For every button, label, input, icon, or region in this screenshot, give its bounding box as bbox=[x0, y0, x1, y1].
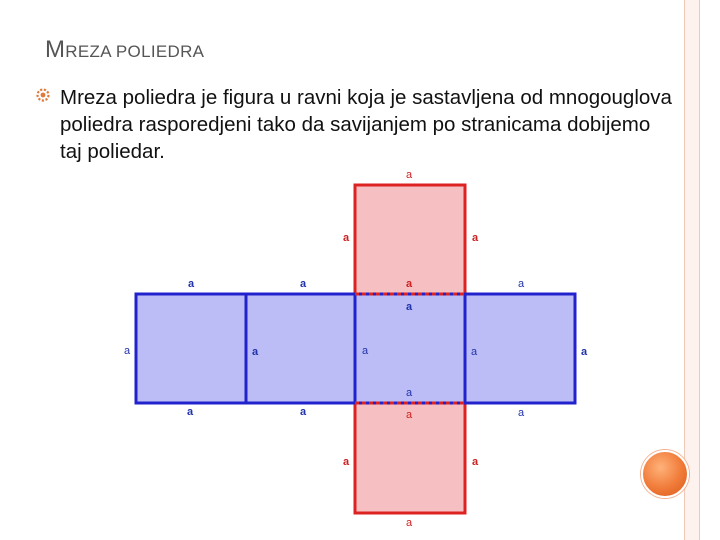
edge-label: a bbox=[405, 409, 413, 421]
edge-label: a bbox=[471, 232, 479, 244]
title-rest: REZA POLIEDRA bbox=[65, 42, 205, 61]
edge-label: a bbox=[123, 345, 131, 357]
edge-label: a bbox=[251, 346, 259, 358]
edge-label: a bbox=[186, 406, 194, 418]
edge-label: a bbox=[405, 278, 413, 290]
bullet-text: Mreza poliedra je figura u ravni koja je sastavljena od mnogouglova poliedra rasporedjeni tako da savijanjem po stranicama dobijemo taj poliedar. bbox=[60, 86, 672, 163]
edge-label: a bbox=[342, 456, 350, 468]
edge-label: a bbox=[405, 387, 413, 399]
edge-label: a bbox=[470, 346, 478, 358]
edge-label: a bbox=[517, 407, 525, 419]
edge-label: a bbox=[299, 406, 307, 418]
edge-label: a bbox=[405, 517, 413, 529]
face-2 bbox=[246, 294, 355, 403]
title-initial: M bbox=[45, 36, 66, 63]
edge-label: a bbox=[299, 278, 307, 290]
edge-label: a bbox=[187, 278, 195, 290]
edge-label: a bbox=[517, 278, 525, 290]
edge-label: a bbox=[405, 301, 413, 313]
edge-label: a bbox=[361, 345, 369, 357]
edge-label: a bbox=[471, 456, 479, 468]
face-1 bbox=[136, 294, 246, 403]
edge-label: a bbox=[580, 346, 588, 358]
face-4 bbox=[465, 294, 575, 403]
edge-label: a bbox=[342, 232, 350, 244]
edge-label: a bbox=[405, 169, 413, 181]
